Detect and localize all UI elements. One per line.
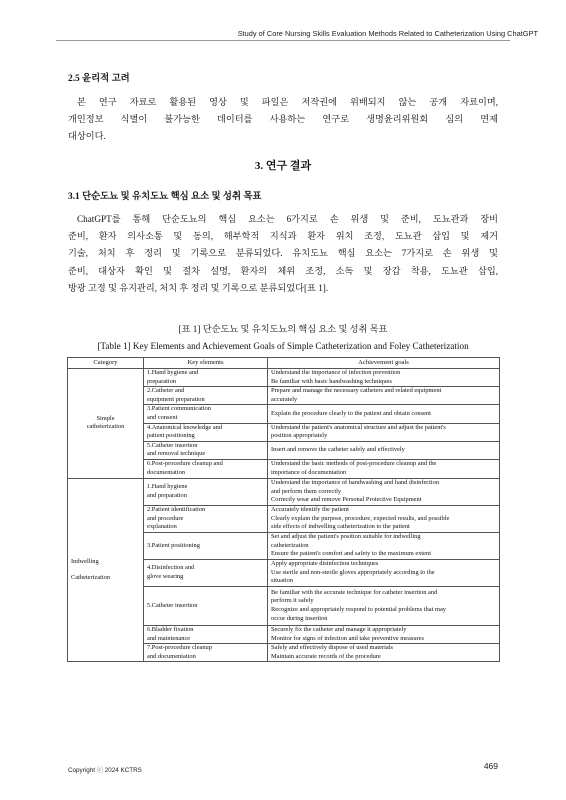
key-element-line: and consent <box>147 413 178 421</box>
achievement-goal-line: Safely and effectively dispose of used materials <box>271 644 393 652</box>
key-element-line: and maintenance <box>147 634 191 642</box>
achievement-goal-cell <box>268 405 500 423</box>
column-header-key-elements: Key elements <box>144 358 268 369</box>
header-rule <box>56 40 510 41</box>
key-elements-table <box>67 357 500 662</box>
category-cell <box>68 478 144 661</box>
key-element-cell <box>144 405 268 423</box>
key-element-line: 6.Bladder fixation <box>147 625 194 633</box>
achievement-goal-cell <box>268 505 500 532</box>
page-number: 469 <box>483 761 498 771</box>
key-element-line: 3.Patient positioning <box>147 541 200 549</box>
achievement-goal-cell <box>268 625 500 643</box>
table-body <box>68 369 500 662</box>
achievement-goal-line: Insert and remove the catheter safely and effectively <box>271 446 405 454</box>
section-2-5-heading: 2.5 윤리적 고려 <box>68 74 130 84</box>
key-element-line: 1.Hand hygiene and <box>147 369 199 376</box>
category-label-line: Simple <box>96 414 115 422</box>
key-element-cell <box>144 459 268 478</box>
key-element-line: 4.Anatomical knowledge and <box>147 423 223 431</box>
table-row <box>68 478 500 505</box>
paragraph-line: 기술, 처치 후 정리 및 기록으로 분류되었다. 유치도뇨 핵심 요소는 7가지로 손 위생 및 <box>68 248 498 259</box>
category-label-line: Indwelling <box>71 557 99 565</box>
achievement-goal-line: Understand the basic methods of post-procedure cleanup and the <box>271 460 437 468</box>
achievement-goal-line: position appropriately <box>271 432 328 440</box>
key-element-cell <box>144 505 268 532</box>
category-label-line: catheterization <box>86 423 125 431</box>
chapter-heading: 3. 연구 결과 <box>254 160 312 172</box>
key-element-cell <box>144 644 268 662</box>
category-cell <box>68 369 144 479</box>
achievement-goal-line: Set and adjust the patient's position suitable for indwelling <box>271 533 421 541</box>
key-element-line: 2.Patient identification <box>147 506 206 514</box>
achievement-goal-line: accurately <box>271 395 298 403</box>
key-element-line: explanation <box>147 523 177 531</box>
achievement-goal-line: Securely fix the catheter and manage it appropriately <box>271 625 407 633</box>
paragraph-line: 개인정보 식별이 불가능한 데이터를 사용하는 연구로 생명윤리위원회 심의 면제 <box>68 114 498 125</box>
key-element-line: 5.Catheter insertion <box>147 601 198 609</box>
column-header-achievement-goals: Achievement goals <box>268 358 500 369</box>
achievement-goal-line: importance of documentation <box>271 468 347 476</box>
key-element-line: 4.Disinfection and <box>147 564 195 572</box>
table-caption-korean: [표 1] 단순도뇨 및 유치도뇨의 핵심 요소 및 성취 목표 <box>178 324 388 334</box>
key-element-line: and documentation <box>147 652 196 660</box>
achievement-goal-cell <box>268 459 500 478</box>
key-element-cell <box>144 625 268 643</box>
key-element-line: 3.Patient communication <box>147 405 211 413</box>
achievement-goal-line: Prepare and manage the necessary catheters and related equipment <box>271 387 442 395</box>
achievement-goal-line: Ensure the patient's comfort and safety to the maximum extent <box>271 550 431 558</box>
achievement-goal-line: Monitor for signs of infection and take preventive measures <box>271 634 424 642</box>
paragraph-line: 대상이다. <box>68 131 106 142</box>
key-element-line: documentation <box>147 468 185 476</box>
table-row <box>68 369 500 387</box>
paragraph-line: 본 연구 자료로 활용된 영상 및 파일은 저작권에 위배되지 않는 공개 자료이며, <box>77 97 498 107</box>
key-element-line: 1.Hand hygiene <box>147 483 188 491</box>
key-element-cell <box>144 369 268 387</box>
paragraph-line: ChatGPT를 통해 단순도뇨의 핵심 요소는 6가지로 손 위생 및 준비, 도뇨관과 장비 <box>77 214 498 224</box>
achievement-goal-cell <box>268 478 500 505</box>
achievement-goal-line: Understand the patient's anatomical structure and adjust the patient's <box>271 423 446 431</box>
achievement-goal-line: Explain the procedure clearly to the patient and obtain consent <box>271 409 431 417</box>
table-caption-english: [Table 1] Key Elements and Achievement Goals of Simple Catheterization and Foley Catheterization <box>97 341 469 351</box>
key-element-line: 6.Post-procedure cleanup and <box>147 460 223 468</box>
achievement-goal-line: Accurately identify the patient <box>271 506 349 514</box>
achievement-goal-line: Maintain accurate records of the procedure <box>271 652 381 660</box>
key-element-cell <box>144 387 268 405</box>
key-element-line: patient positioning <box>147 432 195 440</box>
category-label-line: Catheterization <box>71 574 111 582</box>
achievement-goal-line: occur during insertion <box>271 614 328 622</box>
key-element-cell <box>144 478 268 505</box>
paragraph-line: 준비, 환자 의사소통 및 동의, 해부학적 지식과 환자 위치 조정, 도뇨관 삽입 및 제거 <box>68 231 498 242</box>
achievement-goal-line: Correctly wear and remove Personal Protective Equipment <box>271 496 422 504</box>
achievement-goal-line: Apply appropriate disinfection techniques <box>271 560 379 568</box>
key-element-cell <box>144 423 268 441</box>
achievement-goal-cell <box>268 532 500 559</box>
key-element-cell <box>144 441 268 459</box>
key-element-line: glove wearing <box>147 572 184 580</box>
key-element-line: equipment preparation <box>147 395 205 403</box>
achievement-goal-line: Use sterile and non-sterile gloves appropriately according to the <box>271 568 435 576</box>
achievement-goal-line: Understand the importance of handwashing and hand disinfection <box>271 479 440 487</box>
achievement-goal-cell <box>268 586 500 625</box>
achievement-goal-line: and perform them correctly <box>271 487 342 495</box>
achievement-goal-line: Be familiar with the accurate technique for catheter insertion and <box>271 588 438 596</box>
running-head: Study of Core Nursing Skills Evaluation Methods Related to Catheterization Using ChatGPT <box>237 29 538 38</box>
key-element-line: and removal technique <box>147 450 206 458</box>
paragraph-line: 방광 고정 및 유지관리, 처치 후 정리 및 기록으로 분류되었다[표 1]. <box>68 282 329 293</box>
achievement-goal-cell <box>268 369 500 387</box>
key-element-line: 5.Catheter insertion <box>147 441 198 449</box>
achievement-goal-cell <box>268 441 500 459</box>
table-header-row <box>68 358 500 369</box>
achievement-goal-cell <box>268 644 500 662</box>
column-header-category: Category <box>68 358 144 369</box>
achievement-goal-line: side effects of indwelling catheterization to the patient <box>271 523 410 531</box>
achievement-goal-line: Be familiar with basic handwashing techniques <box>271 377 392 385</box>
achievement-goal-line: perform it safely <box>271 597 314 605</box>
key-element-line: preparation <box>147 377 177 385</box>
achievement-goal-cell <box>268 387 500 405</box>
section-3-1-heading: 3.1 단순도뇨 및 유치도뇨 핵심 요소 및 성취 목표 <box>68 192 262 202</box>
key-element-cell <box>144 586 268 625</box>
achievement-goal-line: Recognize and appropriately respond to potential problems that may <box>271 605 446 613</box>
key-element-line: 7.Post-procedure cleanup <box>147 644 212 652</box>
achievement-goal-cell <box>268 423 500 441</box>
copyright-notice: Copyright ⓒ 2024 KCTRS <box>68 767 142 774</box>
achievement-goal-line: Understand the importance of infection prevention <box>271 369 401 376</box>
achievement-goal-line: Clearly explain the purpose, procedure, expected results, and possible <box>271 514 450 522</box>
achievement-goal-cell <box>268 559 500 586</box>
paragraph-line: 준비, 대상자 확인 및 절차 설명, 환자의 체위 조정, 소독 및 장갑 착용, 도뇨관 삽입, <box>68 265 498 276</box>
key-element-line: 2.Catheter and <box>147 387 185 395</box>
key-element-cell <box>144 532 268 559</box>
section-2-5-paragraph <box>68 94 498 146</box>
achievement-goal-line: situation <box>271 577 294 585</box>
key-element-cell <box>144 559 268 586</box>
key-element-line: and procedure <box>147 514 184 522</box>
section-3-1-paragraph <box>68 211 498 297</box>
key-element-line: and preparation <box>147 491 187 499</box>
achievement-goal-line: catheterization <box>271 541 309 549</box>
